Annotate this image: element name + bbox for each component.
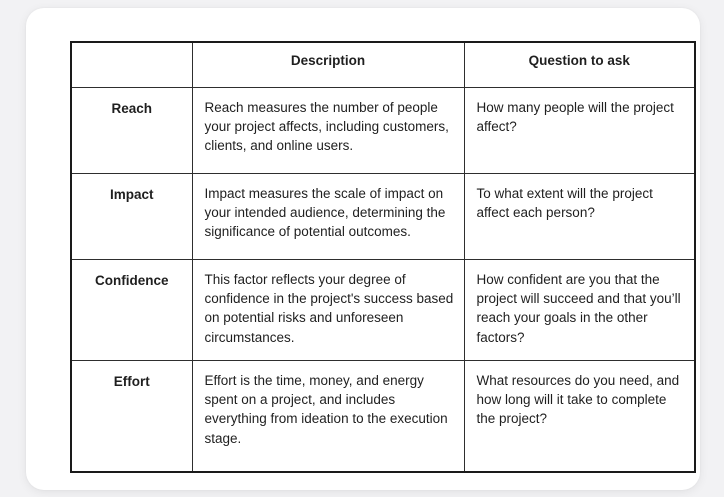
content-card [26, 8, 700, 490]
reach-question-cell: How many people will the project affect? [464, 87, 695, 173]
effort-question-cell: What resources do you need, and how long will it take to complete the project? [464, 360, 695, 472]
row-label-reach: Reach [71, 87, 192, 173]
table-row-effort [71, 360, 695, 472]
impact-description-cell: Impact measures the scale of impact on your intended audience, determining the significance of potential outcomes. [192, 173, 464, 259]
header-empty [71, 42, 192, 87]
table-row-reach [71, 87, 695, 173]
reach-description-cell: Reach measures the number of people your project affects, including customers, clients, and online users. [192, 87, 464, 173]
header-question-to-ask: Question to ask [464, 42, 695, 87]
confidence-question-cell: How confident are you that the project will succeed and that you’ll reach your goals in the other factors? [464, 259, 695, 360]
table-header-row [71, 42, 695, 87]
rice-framework-table [70, 41, 696, 473]
effort-description-cell: Effort is the time, money, and energy spent on a project, and includes everything from ideation to the execution stage. [192, 360, 464, 472]
header-description: Description [192, 42, 464, 87]
row-label-effort: Effort [71, 360, 192, 472]
row-label-impact: Impact [71, 173, 192, 259]
impact-question-cell: To what extent will the project affect each person? [464, 173, 695, 259]
table-row-impact [71, 173, 695, 259]
table-row-confidence [71, 259, 695, 360]
confidence-description-cell: This factor reflects your degree of confidence in the project's success based on potential risks and unforeseen circumstances. [192, 259, 464, 360]
row-label-confidence: Confidence [71, 259, 192, 360]
